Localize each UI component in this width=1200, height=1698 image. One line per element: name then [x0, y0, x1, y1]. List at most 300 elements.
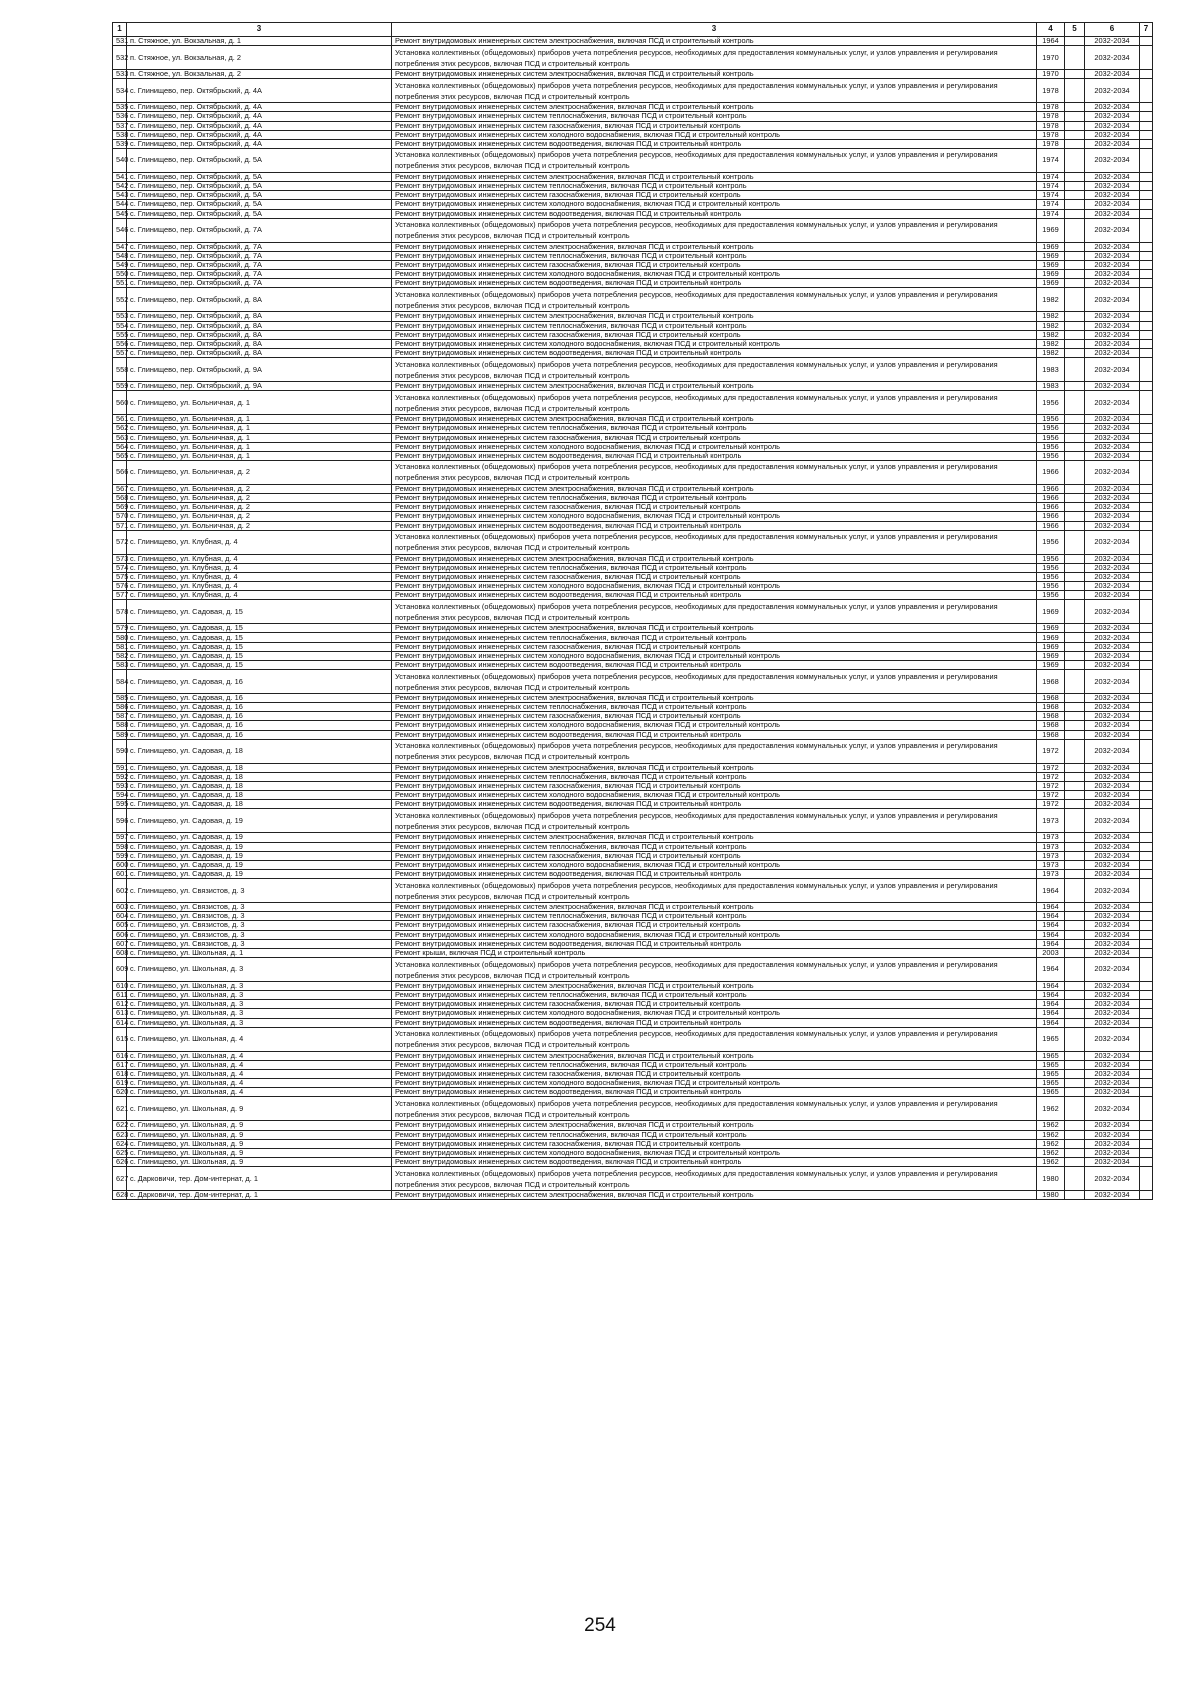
- year-cell: 1964: [1037, 1018, 1065, 1027]
- address-cell: с. Глинищево, ул. Садовая, д. 15: [127, 660, 392, 669]
- empty-cell: [1065, 382, 1085, 391]
- empty-cell: [1065, 312, 1085, 321]
- address-cell: с. Глинищево, пер. Октябрьский, д. 4А: [127, 139, 392, 148]
- address-cell: с. Глинищево, пер. Октябрьский, д. 7А: [127, 260, 392, 269]
- year-cell: 1972: [1037, 763, 1065, 772]
- empty-cell: [1140, 860, 1153, 869]
- empty-cell: [1065, 670, 1085, 694]
- header-cell-5: 5: [1065, 23, 1085, 37]
- work-description-cell: Ремонт внутридомовых инженерных систем электроснабжения, включая ПСД и строительный контроль: [392, 1051, 1037, 1060]
- work-description-cell: Ремонт внутридомовых инженерных систем теплоснабжения, включая ПСД и строительный контроль: [392, 1130, 1037, 1139]
- empty-cell: [1140, 1167, 1153, 1191]
- table-row: [113, 851, 1153, 860]
- period-cell: 2032-2034: [1085, 288, 1140, 312]
- empty-cell: [1065, 433, 1085, 442]
- year-cell: 1982: [1037, 321, 1065, 330]
- table-row: [113, 1139, 1153, 1148]
- empty-cell: [1140, 624, 1153, 633]
- work-description-cell: Ремонт внутридомовых инженерных систем холодного водоснабжения, включая ПСД и строительный контроль: [392, 791, 1037, 800]
- work-description-cell: Ремонт внутридомовых инженерных систем водоотведения, включая ПСД и строительный контроль: [392, 209, 1037, 218]
- empty-cell: [1140, 670, 1153, 694]
- address-cell: с. Глинищево, ул. Связистов, д. 3: [127, 939, 392, 948]
- address-cell: с. Глинищево, ул. Школьная, д. 4: [127, 1027, 392, 1051]
- work-description-cell: Ремонт внутридомовых инженерных систем теплоснабжения, включая ПСД и строительный контроль: [392, 494, 1037, 503]
- works-table: [112, 22, 1153, 1200]
- address-cell: с. Глинищево, ул. Больничная, д. 1: [127, 391, 392, 415]
- table-row: [113, 530, 1153, 554]
- empty-cell: [1140, 46, 1153, 70]
- empty-cell: [1140, 1009, 1153, 1018]
- row-number: 579: [113, 624, 127, 633]
- empty-cell: [1140, 642, 1153, 651]
- empty-cell: [1140, 530, 1153, 554]
- period-cell: 2032-2034: [1085, 1167, 1140, 1191]
- year-cell: 1966: [1037, 503, 1065, 512]
- address-cell: с. Глинищево, ул. Школьная, д. 9: [127, 1148, 392, 1157]
- address-cell: с. Глинищево, ул. Садовая, д. 19: [127, 851, 392, 860]
- address-cell: с. Глинищево, ул. Больничная, д. 2: [127, 521, 392, 530]
- empty-cell: [1065, 572, 1085, 581]
- table-row: [113, 642, 1153, 651]
- empty-cell: [1065, 415, 1085, 424]
- address-cell: с. Глинищево, ул. Школьная, д. 3: [127, 958, 392, 982]
- work-description-cell: Ремонт внутридомовых инженерных систем теплоснабжения, включая ПСД и строительный контроль: [392, 321, 1037, 330]
- row-number: 532: [113, 46, 127, 70]
- empty-cell: [1065, 563, 1085, 572]
- address-cell: с. Глинищево, ул. Связистов, д. 3: [127, 930, 392, 939]
- address-cell: с. Глинищево, ул. Школьная, д. 3: [127, 1009, 392, 1018]
- empty-cell: [1140, 200, 1153, 209]
- table-row: [113, 660, 1153, 669]
- empty-cell: [1065, 772, 1085, 781]
- table-row: [113, 939, 1153, 948]
- row-number: 614: [113, 1018, 127, 1027]
- period-cell: 2032-2034: [1085, 939, 1140, 948]
- period-cell: 2032-2034: [1085, 191, 1140, 200]
- empty-cell: [1140, 433, 1153, 442]
- year-cell: 1962: [1037, 1097, 1065, 1121]
- empty-cell: [1065, 442, 1085, 451]
- period-cell: 2032-2034: [1085, 200, 1140, 209]
- address-cell: с. Глинищево, ул. Садовая, д. 18: [127, 800, 392, 809]
- empty-cell: [1140, 1139, 1153, 1148]
- empty-cell: [1065, 739, 1085, 763]
- table-row: [113, 870, 1153, 879]
- address-cell: с. Глинищево, пер. Октябрьский, д. 5А: [127, 148, 392, 172]
- work-description-cell: Ремонт внутридомовых инженерных систем холодного водоснабжения, включая ПСД и строительный контроль: [392, 1009, 1037, 1018]
- empty-cell: [1140, 382, 1153, 391]
- address-cell: с. Глинищево, ул. Садовая, д. 16: [127, 670, 392, 694]
- work-description-cell: Ремонт внутридомовых инженерных систем холодного водоснабжения, включая ПСД и строительный контроль: [392, 651, 1037, 660]
- year-cell: 1969: [1037, 651, 1065, 660]
- header-cell-2: 3: [127, 23, 392, 37]
- work-description-cell: Ремонт внутридомовых инженерных систем холодного водоснабжения, включая ПСД и строительный контроль: [392, 339, 1037, 348]
- work-description-cell: Ремонт внутридомовых инженерных систем теплоснабжения, включая ПСД и строительный контроль: [392, 182, 1037, 191]
- address-cell: с. Глинищево, ул. Школьная, д. 4: [127, 1088, 392, 1097]
- period-cell: 2032-2034: [1085, 1079, 1140, 1088]
- work-description-cell: Ремонт внутридомовых инженерных систем холодного водоснабжения, включая ПСД и строительный контроль: [392, 930, 1037, 939]
- year-cell: 1982: [1037, 288, 1065, 312]
- year-cell: 1964: [1037, 921, 1065, 930]
- empty-cell: [1140, 721, 1153, 730]
- row-number: 613: [113, 1009, 127, 1018]
- row-number: 610: [113, 982, 127, 991]
- year-cell: 1962: [1037, 1139, 1065, 1148]
- address-cell: с. Глинищево, пер. Октябрьский, д. 7А: [127, 218, 392, 242]
- empty-cell: [1140, 103, 1153, 112]
- work-description-cell: Ремонт внутридомовых инженерных систем холодного водоснабжения, включая ПСД и строительный контроль: [392, 442, 1037, 451]
- period-cell: 2032-2034: [1085, 660, 1140, 669]
- address-cell: с. Глинищево, пер. Октябрьский, д. 7А: [127, 251, 392, 260]
- year-cell: 1956: [1037, 451, 1065, 460]
- work-description-cell: Ремонт внутридомовых инженерных систем водоотведения, включая ПСД и строительный контроль: [392, 139, 1037, 148]
- period-cell: 2032-2034: [1085, 103, 1140, 112]
- empty-cell: [1065, 1051, 1085, 1060]
- period-cell: 2032-2034: [1085, 763, 1140, 772]
- empty-cell: [1140, 582, 1153, 591]
- year-cell: 1968: [1037, 694, 1065, 703]
- row-number: 615: [113, 1027, 127, 1051]
- empty-cell: [1140, 251, 1153, 260]
- empty-cell: [1065, 70, 1085, 79]
- period-cell: 2032-2034: [1085, 260, 1140, 269]
- period-cell: 2032-2034: [1085, 633, 1140, 642]
- period-cell: 2032-2034: [1085, 958, 1140, 982]
- work-description-cell: Ремонт внутридомовых инженерных систем холодного водоснабжения, включая ПСД и строительный контроль: [392, 270, 1037, 279]
- address-cell: с. Глинищево, ул. Больничная, д. 2: [127, 494, 392, 503]
- year-cell: 1969: [1037, 279, 1065, 288]
- period-cell: 2032-2034: [1085, 424, 1140, 433]
- row-number: 611: [113, 991, 127, 1000]
- work-description-cell: Ремонт внутридомовых инженерных систем водоотведения, включая ПСД и строительный контроль: [392, 279, 1037, 288]
- empty-cell: [1065, 930, 1085, 939]
- empty-cell: [1140, 330, 1153, 339]
- row-number: 557: [113, 348, 127, 357]
- row-number: 552: [113, 288, 127, 312]
- work-description-cell: Ремонт внутридомовых инженерных систем теплоснабжения, включая ПСД и строительный контроль: [392, 991, 1037, 1000]
- table-row: [113, 1130, 1153, 1139]
- row-number: 589: [113, 730, 127, 739]
- empty-cell: [1140, 948, 1153, 957]
- period-cell: 2032-2034: [1085, 842, 1140, 851]
- row-number: 561: [113, 415, 127, 424]
- address-cell: с. Глинищево, ул. Садовая, д. 15: [127, 600, 392, 624]
- empty-cell: [1140, 1157, 1153, 1166]
- year-cell: 1964: [1037, 903, 1065, 912]
- work-description-cell: Ремонт внутридомовых инженерных систем теплоснабжения, включая ПСД и строительный контроль: [392, 772, 1037, 781]
- address-cell: с. Глинищево, пер. Октябрьский, д. 8А: [127, 348, 392, 357]
- empty-cell: [1140, 339, 1153, 348]
- year-cell: 1965: [1037, 1069, 1065, 1078]
- work-description-cell: Установка коллективных (общедомовых) приборов учета потребления ресурсов, необходимых для предоставления коммунальных услуг, и узлов управления и регулирования потребления этих ресурсов, включая ПСД и строительный контроль: [392, 46, 1037, 70]
- work-description-cell: Ремонт внутридомовых инженерных систем электроснабжения, включая ПСД и строительный контроль: [392, 833, 1037, 842]
- row-number: 602: [113, 879, 127, 903]
- address-cell: с. Дарковичи, тер. Дом-интернат, д. 1: [127, 1167, 392, 1191]
- address-cell: с. Глинищево, пер. Октябрьский, д. 7А: [127, 242, 392, 251]
- empty-cell: [1140, 712, 1153, 721]
- year-cell: 1972: [1037, 772, 1065, 781]
- row-number: 537: [113, 121, 127, 130]
- period-cell: 2032-2034: [1085, 512, 1140, 521]
- address-cell: с. Глинищево, ул. Клубная, д. 4: [127, 530, 392, 554]
- empty-cell: [1065, 348, 1085, 357]
- period-cell: 2032-2034: [1085, 460, 1140, 484]
- work-description-cell: Ремонт внутридомовых инженерных систем теплоснабжения, включая ПСД и строительный контроль: [392, 633, 1037, 642]
- work-description-cell: Ремонт внутридомовых инженерных систем водоотведения, включая ПСД и строительный контроль: [392, 730, 1037, 739]
- table-row: [113, 721, 1153, 730]
- address-cell: с. Глинищево, ул. Школьная, д. 3: [127, 1000, 392, 1009]
- empty-cell: [1140, 494, 1153, 503]
- address-cell: с. Глинищево, ул. Садовая, д. 18: [127, 739, 392, 763]
- table-row: [113, 382, 1153, 391]
- period-cell: 2032-2034: [1085, 382, 1140, 391]
- table-row: [113, 921, 1153, 930]
- address-cell: с. Глинищево, ул. Клубная, д. 4: [127, 591, 392, 600]
- row-number: 627: [113, 1167, 127, 1191]
- empty-cell: [1065, 582, 1085, 591]
- row-number: 597: [113, 833, 127, 842]
- empty-cell: [1065, 484, 1085, 493]
- year-cell: 1974: [1037, 209, 1065, 218]
- row-number: 618: [113, 1069, 127, 1078]
- empty-cell: [1065, 270, 1085, 279]
- row-number: 626: [113, 1157, 127, 1166]
- empty-cell: [1140, 572, 1153, 581]
- row-number: 550: [113, 270, 127, 279]
- work-description-cell: Ремонт внутридомовых инженерных систем теплоснабжения, включая ПСД и строительный контроль: [392, 703, 1037, 712]
- work-description-cell: Ремонт внутридомовых инженерных систем холодного водоснабжения, включая ПСД и строительный контроль: [392, 200, 1037, 209]
- row-number: 612: [113, 1000, 127, 1009]
- empty-cell: [1065, 530, 1085, 554]
- period-cell: 2032-2034: [1085, 1139, 1140, 1148]
- empty-cell: [1065, 512, 1085, 521]
- address-cell: с. Глинищево, ул. Садовая, д. 16: [127, 721, 392, 730]
- work-description-cell: Установка коллективных (общедомовых) приборов учета потребления ресурсов, необходимых для предоставления коммунальных услуг, и узлов управления и регулирования потребления этих ресурсов, включая ПСД и строительный контроль: [392, 809, 1037, 833]
- work-description-cell: Ремонт внутридомовых инженерных систем электроснабжения, включая ПСД и строительный контроль: [392, 763, 1037, 772]
- period-cell: 2032-2034: [1085, 1018, 1140, 1027]
- work-description-cell: Ремонт внутридомовых инженерных систем электроснабжения, включая ПСД и строительный контроль: [392, 382, 1037, 391]
- period-cell: 2032-2034: [1085, 572, 1140, 581]
- table-row: [113, 730, 1153, 739]
- table-row: [113, 633, 1153, 642]
- address-cell: с. Глинищево, пер. Октябрьский, д. 8А: [127, 339, 392, 348]
- table-row: [113, 1009, 1153, 1018]
- empty-cell: [1140, 139, 1153, 148]
- empty-cell: [1065, 791, 1085, 800]
- address-cell: с. Глинищево, ул. Садовая, д. 16: [127, 712, 392, 721]
- header-cell-1: 1: [113, 23, 127, 37]
- period-cell: 2032-2034: [1085, 1191, 1140, 1200]
- row-number: 617: [113, 1060, 127, 1069]
- row-number: 623: [113, 1130, 127, 1139]
- address-cell: с. Глинищево, ул. Связистов, д. 3: [127, 921, 392, 930]
- address-cell: с. Глинищево, пер. Октябрьский, д. 4А: [127, 121, 392, 130]
- address-cell: с. Глинищево, пер. Октябрьский, д. 5А: [127, 191, 392, 200]
- period-cell: 2032-2034: [1085, 870, 1140, 879]
- row-number: 542: [113, 182, 127, 191]
- work-description-cell: Ремонт внутридомовых инженерных систем водоотведения, включая ПСД и строительный контроль: [392, 521, 1037, 530]
- empty-cell: [1065, 191, 1085, 200]
- period-cell: 2032-2034: [1085, 651, 1140, 660]
- empty-cell: [1140, 1148, 1153, 1157]
- works-table-sheet: [112, 22, 1152, 1200]
- empty-cell: [1065, 842, 1085, 851]
- address-cell: с. Глинищево, ул. Клубная, д. 4: [127, 563, 392, 572]
- empty-cell: [1065, 451, 1085, 460]
- table-row: [113, 1018, 1153, 1027]
- period-cell: 2032-2034: [1085, 600, 1140, 624]
- empty-cell: [1065, 79, 1085, 103]
- address-cell: с. Глинищево, пер. Октябрьский, д. 4А: [127, 103, 392, 112]
- year-cell: 1978: [1037, 121, 1065, 130]
- row-number: 580: [113, 633, 127, 642]
- address-cell: с. Глинищево, ул. Садовая, д. 18: [127, 763, 392, 772]
- empty-cell: [1065, 1088, 1085, 1097]
- row-number: 582: [113, 651, 127, 660]
- empty-cell: [1140, 600, 1153, 624]
- year-cell: 2003: [1037, 948, 1065, 957]
- period-cell: 2032-2034: [1085, 242, 1140, 251]
- row-number: 593: [113, 782, 127, 791]
- table-row: [113, 930, 1153, 939]
- year-cell: 1973: [1037, 851, 1065, 860]
- empty-cell: [1065, 1121, 1085, 1130]
- empty-cell: [1065, 46, 1085, 70]
- period-cell: 2032-2034: [1085, 433, 1140, 442]
- row-number: 621: [113, 1097, 127, 1121]
- empty-cell: [1140, 484, 1153, 493]
- address-cell: с. Глинищево, ул. Садовая, д. 15: [127, 633, 392, 642]
- year-cell: 1969: [1037, 218, 1065, 242]
- empty-cell: [1065, 958, 1085, 982]
- period-cell: 2032-2034: [1085, 1148, 1140, 1157]
- year-cell: 1965: [1037, 1079, 1065, 1088]
- row-number: 539: [113, 139, 127, 148]
- empty-cell: [1140, 1069, 1153, 1078]
- work-description-cell: Ремонт внутридомовых инженерных систем электроснабжения, включая ПСД и строительный контроль: [392, 103, 1037, 112]
- empty-cell: [1140, 1060, 1153, 1069]
- period-cell: 2032-2034: [1085, 494, 1140, 503]
- empty-cell: [1140, 782, 1153, 791]
- period-cell: 2032-2034: [1085, 251, 1140, 260]
- table-row: [113, 948, 1153, 957]
- work-description-cell: Ремонт внутридомовых инженерных систем теплоснабжения, включая ПСД и строительный контроль: [392, 424, 1037, 433]
- address-cell: с. Глинищево, пер. Октябрьский, д. 4А: [127, 130, 392, 139]
- period-cell: 2032-2034: [1085, 415, 1140, 424]
- work-description-cell: Ремонт внутридомовых инженерных систем водоотведения, включая ПСД и строительный контроль: [392, 1018, 1037, 1027]
- empty-cell: [1140, 191, 1153, 200]
- row-number: 600: [113, 860, 127, 869]
- empty-cell: [1140, 321, 1153, 330]
- row-number: 536: [113, 112, 127, 121]
- row-number: 569: [113, 503, 127, 512]
- period-cell: 2032-2034: [1085, 391, 1140, 415]
- table-body: [113, 37, 1153, 1200]
- period-cell: 2032-2034: [1085, 591, 1140, 600]
- row-number: 599: [113, 851, 127, 860]
- row-number: 535: [113, 103, 127, 112]
- address-cell: с. Глинищево, пер. Октябрьский, д. 8А: [127, 321, 392, 330]
- period-cell: 2032-2034: [1085, 37, 1140, 46]
- address-cell: с. Глинищево, пер. Октябрьский, д. 9А: [127, 358, 392, 382]
- address-cell: с. Глинищево, ул. Садовая, д. 18: [127, 791, 392, 800]
- period-cell: 2032-2034: [1085, 712, 1140, 721]
- empty-cell: [1140, 512, 1153, 521]
- work-description-cell: Установка коллективных (общедомовых) приборов учета потребления ресурсов, необходимых для предоставления коммунальных услуг, и узлов управления и регулирования потребления этих ресурсов, включая ПСД и строительный контроль: [392, 460, 1037, 484]
- address-cell: с. Глинищево, ул. Садовая, д. 15: [127, 624, 392, 633]
- year-cell: 1974: [1037, 200, 1065, 209]
- period-cell: 2032-2034: [1085, 79, 1140, 103]
- year-cell: 1969: [1037, 660, 1065, 669]
- empty-cell: [1065, 833, 1085, 842]
- year-cell: 1969: [1037, 260, 1065, 269]
- period-cell: 2032-2034: [1085, 139, 1140, 148]
- row-number: 622: [113, 1121, 127, 1130]
- table-row: [113, 442, 1153, 451]
- table-row: [113, 37, 1153, 46]
- period-cell: 2032-2034: [1085, 782, 1140, 791]
- work-description-cell: Ремонт внутридомовых инженерных систем электроснабжения, включая ПСД и строительный контроль: [392, 172, 1037, 181]
- period-cell: 2032-2034: [1085, 130, 1140, 139]
- address-cell: с. Глинищево, ул. Садовая, д. 19: [127, 833, 392, 842]
- row-number: 571: [113, 521, 127, 530]
- year-cell: 1964: [1037, 1000, 1065, 1009]
- period-cell: 2032-2034: [1085, 348, 1140, 357]
- row-number: 586: [113, 703, 127, 712]
- empty-cell: [1140, 218, 1153, 242]
- row-number: 562: [113, 424, 127, 433]
- empty-cell: [1140, 415, 1153, 424]
- period-cell: 2032-2034: [1085, 1069, 1140, 1078]
- work-description-cell: Ремонт внутридомовых инженерных систем электроснабжения, включая ПСД и строительный контроль: [392, 1121, 1037, 1130]
- row-number: 583: [113, 660, 127, 669]
- empty-cell: [1140, 763, 1153, 772]
- table-row: [113, 288, 1153, 312]
- period-cell: 2032-2034: [1085, 730, 1140, 739]
- address-cell: с. Глинищево, ул. Садовая, д. 15: [127, 651, 392, 660]
- row-number: 548: [113, 251, 127, 260]
- empty-cell: [1065, 339, 1085, 348]
- empty-cell: [1065, 121, 1085, 130]
- empty-cell: [1065, 763, 1085, 772]
- table-row: [113, 1121, 1153, 1130]
- table-row: [113, 433, 1153, 442]
- row-number: 576: [113, 582, 127, 591]
- address-cell: с. Глинищево, пер. Октябрьский, д. 5А: [127, 172, 392, 181]
- work-description-cell: Ремонт внутридомовых инженерных систем электроснабжения, включая ПСД и строительный контроль: [392, 242, 1037, 251]
- row-number: 541: [113, 172, 127, 181]
- empty-cell: [1140, 809, 1153, 833]
- row-number: 554: [113, 321, 127, 330]
- row-number: 543: [113, 191, 127, 200]
- empty-cell: [1140, 460, 1153, 484]
- address-cell: п. Стяжное, ул. Вокзальная, д. 2: [127, 70, 392, 79]
- empty-cell: [1140, 1018, 1153, 1027]
- work-description-cell: Установка коллективных (общедомовых) приборов учета потребления ресурсов, необходимых для предоставления коммунальных услуг, и узлов управления и регулирования потребления этих ресурсов, включая ПСД и строительный контроль: [392, 358, 1037, 382]
- row-number: 573: [113, 554, 127, 563]
- empty-cell: [1140, 79, 1153, 103]
- period-cell: 2032-2034: [1085, 1130, 1140, 1139]
- row-number: 607: [113, 939, 127, 948]
- period-cell: 2032-2034: [1085, 982, 1140, 991]
- header-cell-6: 6: [1085, 23, 1140, 37]
- address-cell: с. Глинищево, ул. Больничная, д. 2: [127, 460, 392, 484]
- table-row: [113, 330, 1153, 339]
- empty-cell: [1140, 260, 1153, 269]
- period-cell: 2032-2034: [1085, 321, 1140, 330]
- work-description-cell: Ремонт внутридомовых инженерных систем холодного водоснабжения, включая ПСД и строительный контроль: [392, 512, 1037, 521]
- empty-cell: [1140, 312, 1153, 321]
